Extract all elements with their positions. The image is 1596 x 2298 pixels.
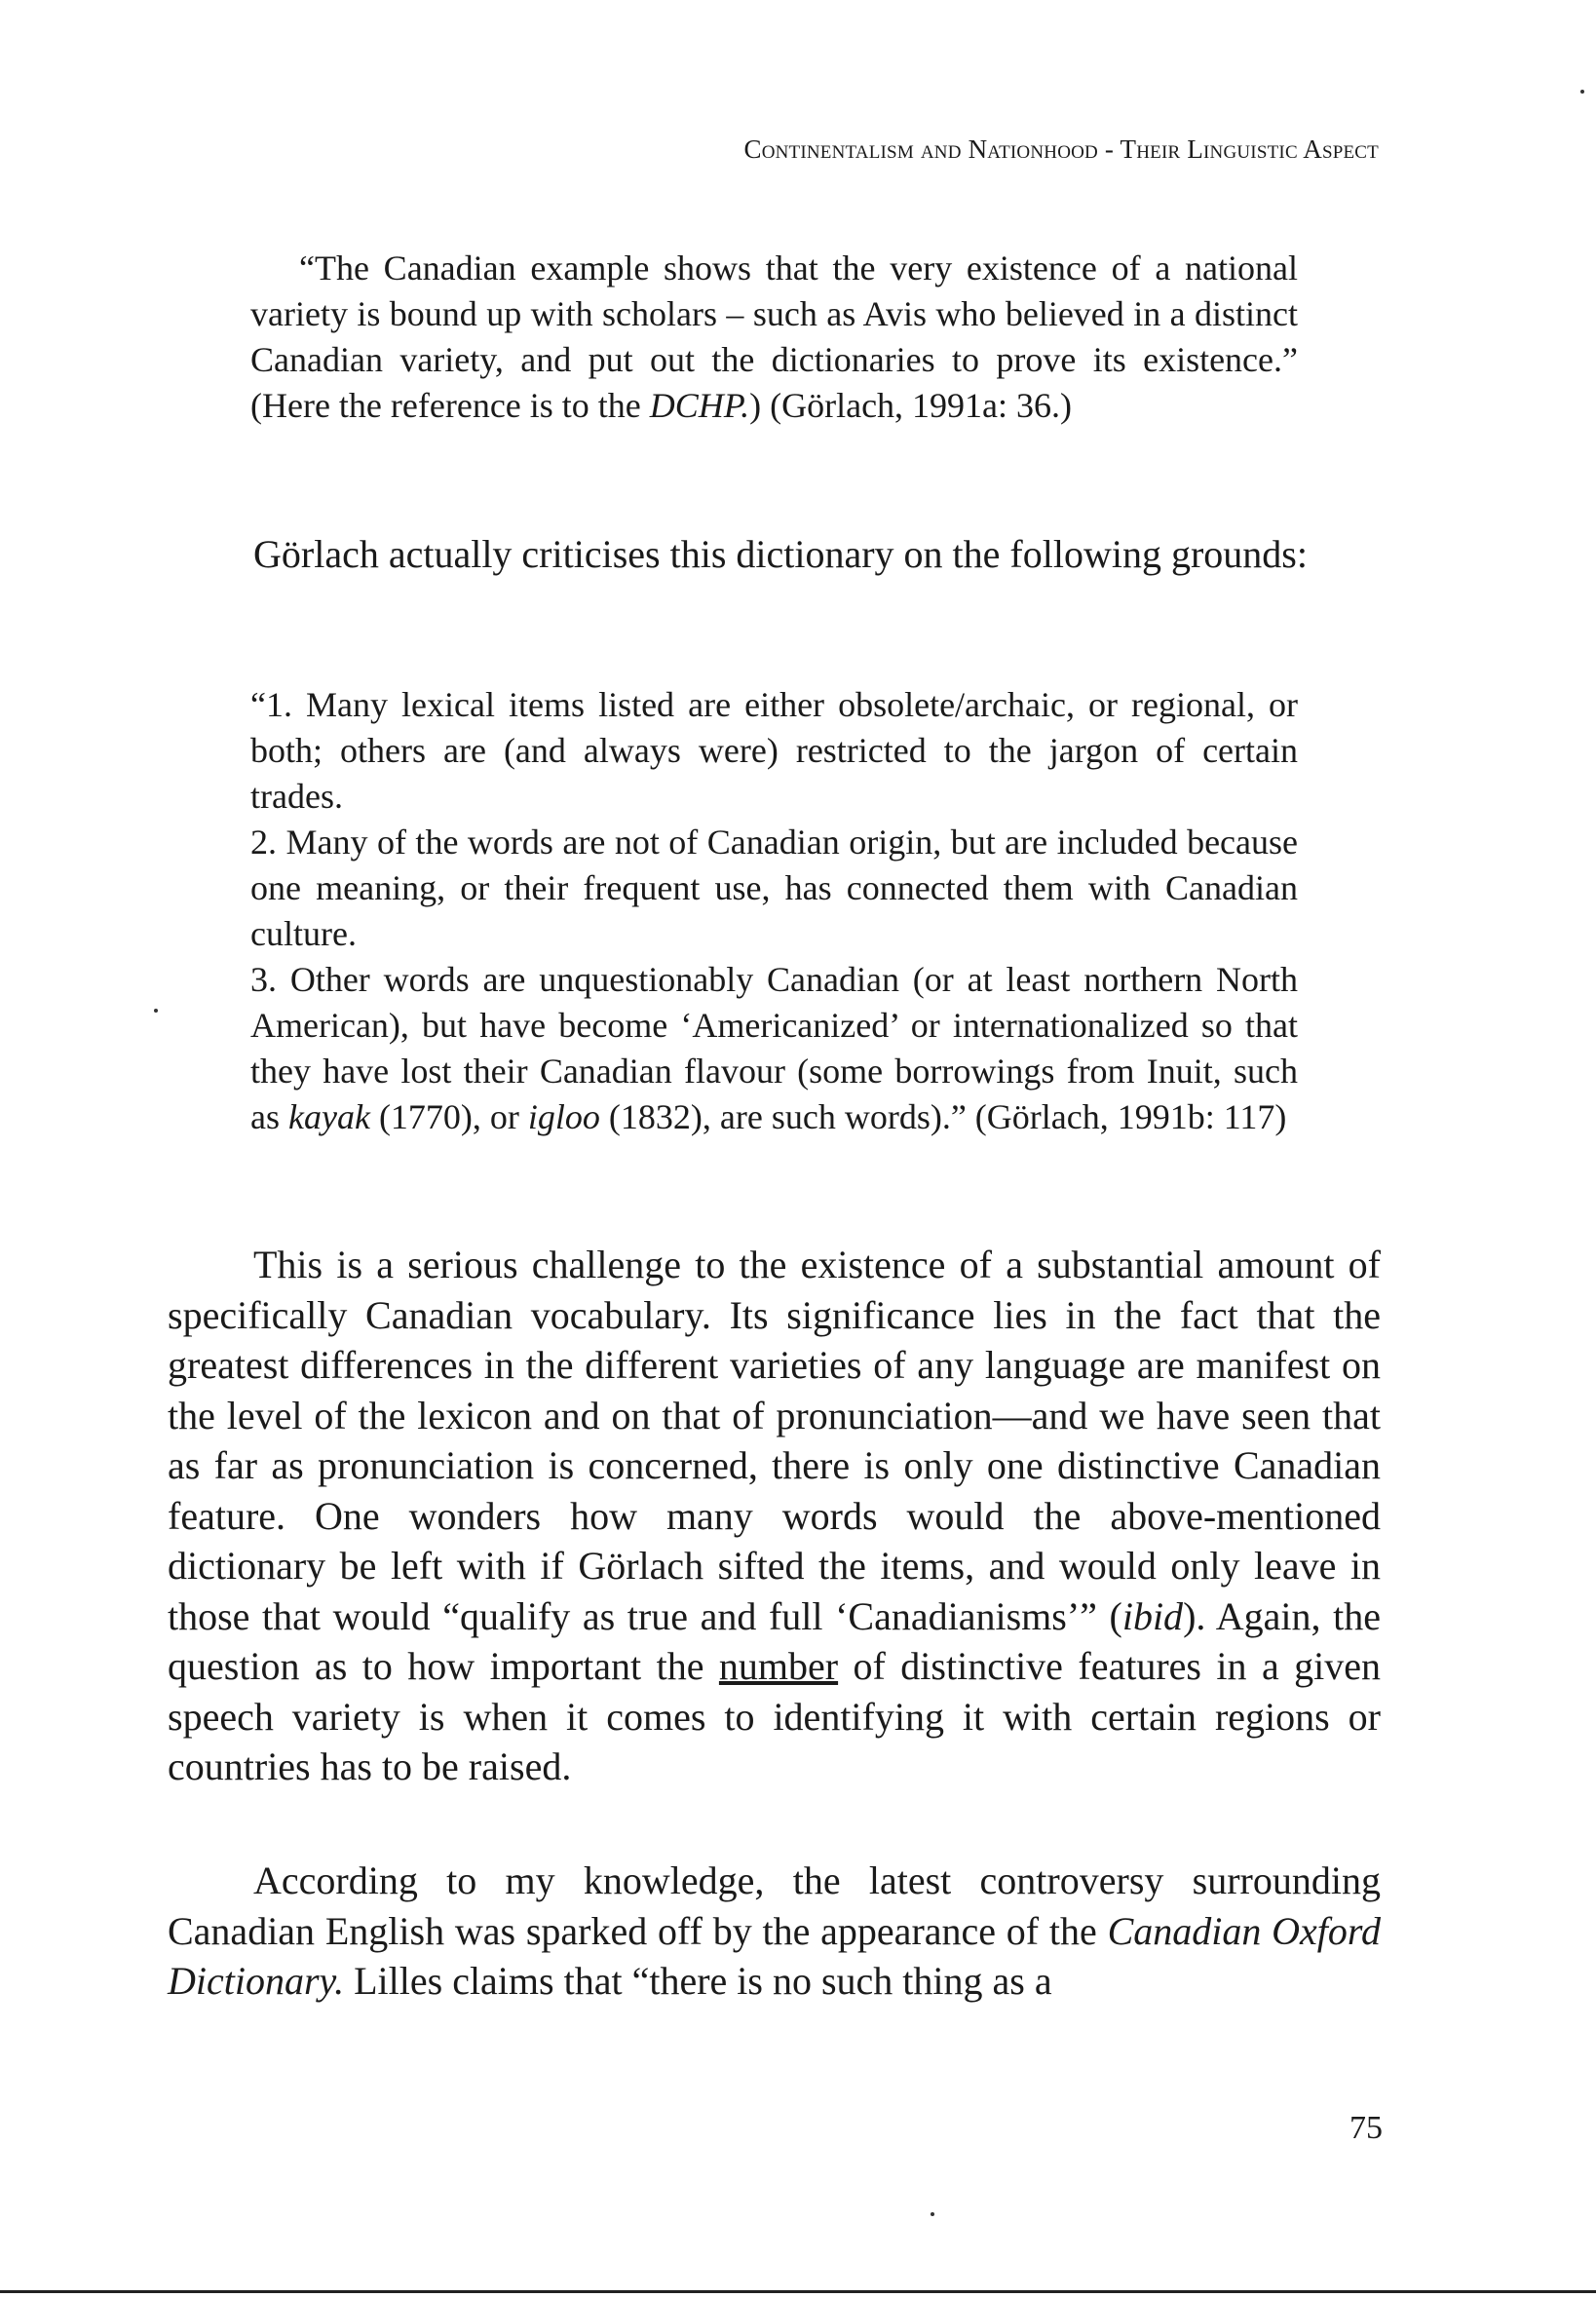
word-igloo: igloo xyxy=(527,1097,600,1136)
running-head: Continentalism and Nationhood - Their Linguistic Aspect xyxy=(743,134,1379,164)
block-quote-1 xyxy=(250,246,1298,429)
ibid-italic: ibid xyxy=(1121,1593,1184,1638)
paragraph-gorlach-criticises: Görlach actually criticises this dictionary on the following grounds: xyxy=(253,532,1308,576)
quote-item-1: “1. Many lexical items listed are either obsolete/archaic, or regional, or both; others are (and always were) restricted to the jargon of certain trades. xyxy=(250,685,1298,816)
word-kayak: kayak xyxy=(288,1097,370,1136)
dchp-title: DCHP. xyxy=(649,386,750,425)
paragraph-latest-controversy: According to my knowledge, the latest controversy surrounding Canadian English was sparked off by the appearance of the Canadian Oxford Dictionary. Lilles claims that “there is no such thing as a xyxy=(168,1858,1381,2003)
quote-item-3: 3. Other words are unquestionably Canadian (or at least northern North American), but have become ‘Americanized’ or internationalized so that they have lost their Canadian flavour (some borrowings from Inuit, such as kayak (1770), or igloo (1832), are such words).” (Görlach, 1991b: 117) xyxy=(250,960,1298,1136)
block-quote-2 xyxy=(250,682,1298,1140)
scan-speck xyxy=(931,2212,934,2216)
scan-speck xyxy=(1580,90,1584,94)
paragraph-serious-challenge: This is a serious challenge to the existence of a substantial amount of specifically Canadian vocabulary. Its significance lies in the fact that the greatest differences in the different varieties of any language are manifest on the level of the lexicon and on that of pronunciation—and we have seen that as far as pronunciation is concerned, there is only one distinctive Canadian feature. One wonders how many words would the above-mentioned dictionary be left with if Görlach sifted the items, and would only leave in those that would “qualify as true and full ‘Canadianisms’” (ibid). Again, the question as to how important the number of distinctive features in a given speech variety is when it comes to identifying it with certain regions or countries has to be raised. xyxy=(168,1243,1382,1788)
block-quote-1-text: “The Canadian example shows that the very existence of a national variety is bound up with scholars – such as Avis who believed in a distinct Canadian variety, and put out the dictionaries to prove its existence.” (Here the reference is to the DCHP.) (Görlach, 1991a: 36.) xyxy=(250,249,1298,425)
canadian-oxford-dictionary-title: Canadian Oxford Dictionary. xyxy=(168,1908,1381,2003)
scan-speck xyxy=(154,1009,158,1013)
page-number: 75 xyxy=(1349,2110,1383,2146)
quote-item-2: 2. Many of the words are not of Canadian origin, but are included because one meaning, or their frequent use, has connected them with Canadian culture. xyxy=(250,823,1298,953)
number-underlined: number xyxy=(718,1644,839,1688)
scan-bottom-edge xyxy=(0,2290,1596,2293)
